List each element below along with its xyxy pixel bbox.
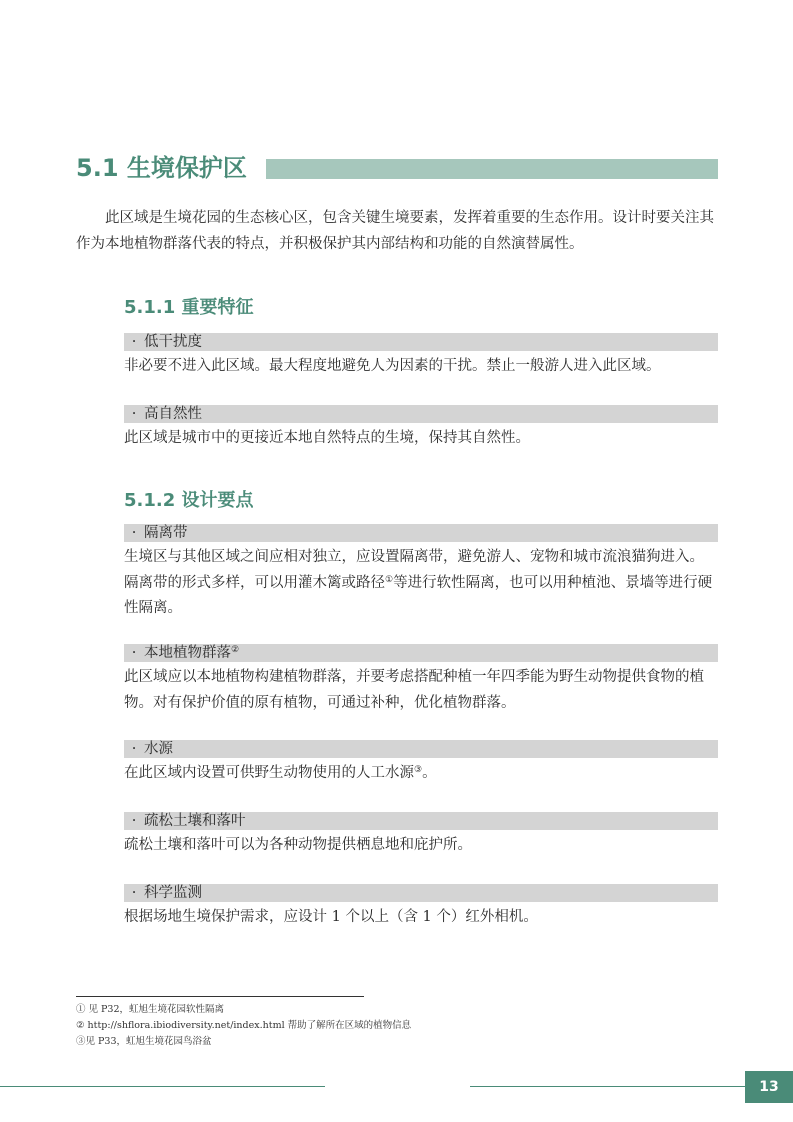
- footnote: ① 见 P32，虹旭生境花园软性隔离: [76, 1004, 225, 1015]
- bullet-dot: ·: [131, 406, 137, 422]
- feature-label-bar: [124, 333, 718, 351]
- feature-label: 高自然性: [144, 406, 202, 422]
- design-label-bar: [124, 884, 718, 902]
- footnote-ref: ③: [414, 765, 423, 775]
- design-label-bar: [124, 812, 718, 830]
- footnote: ② http://shflora.ibiodiversity.net/index.html 帮助了解所在区域的植物信息: [76, 1020, 412, 1031]
- design-text: 根据场地生境保护需求，应设计 1 个以上（含 1 个）红外相机。: [124, 909, 538, 925]
- section-title: 5.1 生境保护区: [76, 154, 247, 182]
- features-heading: 5.1.1 重要特征: [124, 297, 254, 318]
- bullet-dot: ·: [131, 813, 137, 829]
- design-text: 疏松土壤和落叶可以为各种动物提供栖息地和庇护所。: [124, 837, 472, 853]
- design-label: 本地植物群落: [144, 645, 231, 661]
- feature-label-bar: [124, 405, 718, 423]
- bullet-dot: ·: [131, 885, 137, 901]
- feature-label: 低干扰度: [144, 334, 202, 350]
- design-label: 水源: [144, 741, 173, 757]
- design-label-bar: [124, 644, 718, 662]
- footnote-ref: ①: [385, 574, 394, 585]
- footnote-ref: ②: [231, 645, 240, 655]
- page-number: 13: [745, 1071, 793, 1103]
- footer-line-left: [0, 1086, 325, 1087]
- design-label: 疏松土壤和落叶: [144, 813, 246, 829]
- design-text-part: 在此区域内设置可供野生动物使用的人工水源: [124, 765, 414, 781]
- design-text-part: 生境区与其他区域之间应相对独立，应设置隔离带，避免游人、宠物和城市流浪猫狗进入。隔离带的形式多样，可以用灌木篱或路径: [124, 549, 704, 591]
- design-text: [124, 761, 718, 787]
- feature-text: 非必要不进入此区域。最大程度地避免人为因素的干扰。禁止一般游人进入此区域。: [124, 358, 661, 374]
- design-heading: 5.1.2 设计要点: [124, 490, 254, 511]
- footnote-rule: [76, 996, 364, 997]
- design-label-bar: [124, 524, 718, 542]
- design-label: 隔离带: [144, 525, 188, 541]
- bullet-dot: ·: [131, 334, 137, 350]
- footer-line-right: [470, 1086, 745, 1087]
- design-text-part: 等进行软性隔离，也可以用种植池、景墙等进行硬性隔离。: [124, 574, 713, 616]
- bullet-dot: ·: [131, 741, 137, 757]
- section-intro: 此区域是生境花园的生态核心区，包含关键生境要素，发挥着重要的生态作用。设计时要关注其作为本地植物群落代表的特点，并积极保护其内部结构和功能的自然演替属性。: [76, 210, 714, 252]
- design-text: 此区域应以本地植物构建植物群落，并要考虑搭配种植一年四季能为野生动物提供食物的植物。对有保护价值的原有植物，可通过补种，优化植物群落。: [124, 669, 704, 711]
- feature-text: 此区域是城市中的更接近本地自然特点的生境，保持其自然性。: [124, 430, 530, 446]
- footnote: ③见 P33，虹旭生境花园鸟浴盆: [76, 1036, 212, 1047]
- title-decor-bar: [266, 159, 718, 179]
- design-label: 科学监测: [144, 885, 202, 901]
- design-text: [124, 545, 718, 622]
- design-text-part: 。: [422, 765, 437, 781]
- bullet-dot: ·: [131, 645, 137, 661]
- section-heading-row: [76, 150, 718, 186]
- bullet-dot: ·: [131, 525, 137, 541]
- design-label-bar: [124, 740, 718, 758]
